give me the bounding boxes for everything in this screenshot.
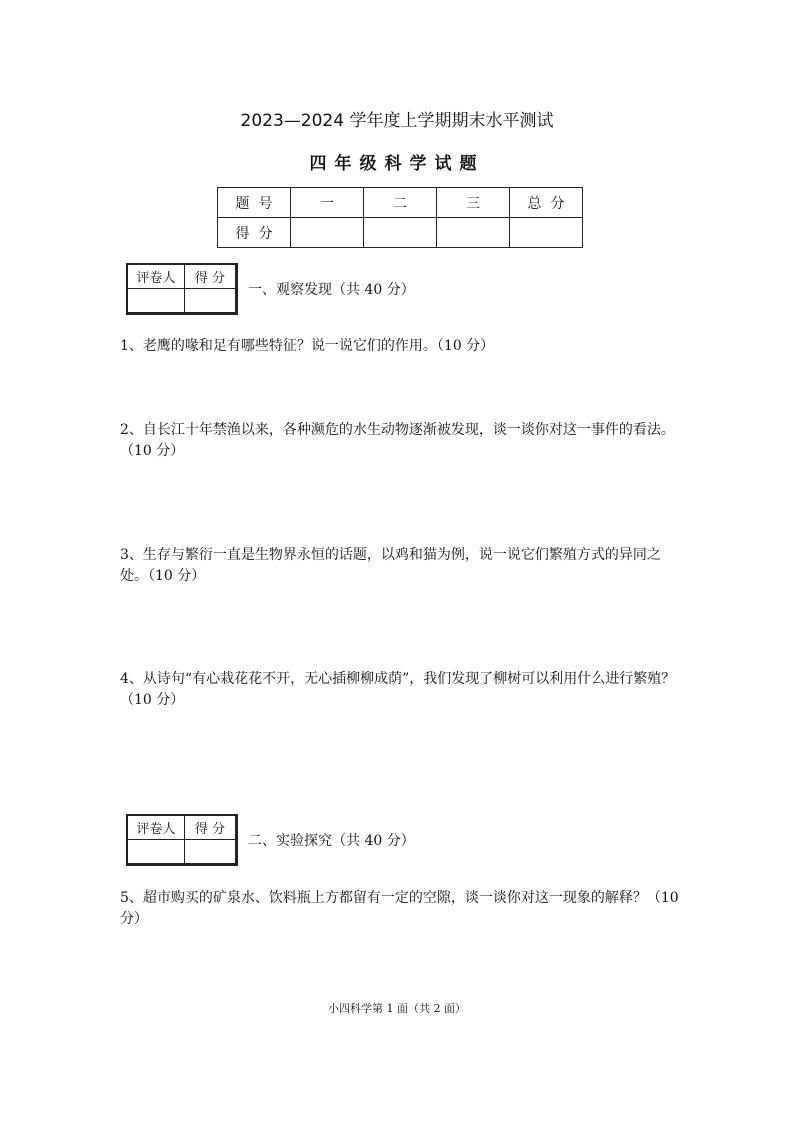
grader-score-label: 得 分 bbox=[185, 265, 236, 289]
grader-table-2 bbox=[127, 815, 236, 864]
page-footer: 小四科学第 1 面（共 2 面） bbox=[328, 1002, 466, 1015]
grader-label: 评卷人 bbox=[128, 816, 185, 840]
score-table-col-total: 总 分 bbox=[510, 188, 583, 218]
score-table-row1-label: 题 号 bbox=[218, 188, 291, 218]
grader-box-2 bbox=[126, 814, 238, 866]
grader-label: 评卷人 bbox=[128, 265, 185, 289]
score-table-score-row bbox=[218, 218, 583, 248]
score-table-col-1: 一 bbox=[291, 188, 364, 218]
grader-score-cell[interactable] bbox=[185, 289, 236, 313]
exam-title: 2023—2024 学年度上学期期末水平测试 bbox=[240, 111, 554, 131]
score-table-col-2: 二 bbox=[364, 188, 437, 218]
grader-score-label: 得 分 bbox=[185, 816, 236, 840]
score-cell[interactable] bbox=[364, 218, 437, 248]
question-5: 5、超市购买的矿泉水、饮料瓶上方都留有一定的空隙，谈一谈你对这一现象的解释？（10 分） bbox=[120, 890, 679, 927]
question-3: 3、生存与繁衍一直是生物界永恒的话题，以鸡和猫为例，说一说它们繁殖方式的异同之处。（10 分） bbox=[120, 547, 661, 584]
score-table-col-3: 三 bbox=[437, 188, 510, 218]
grader-name-cell[interactable] bbox=[128, 289, 185, 313]
score-table bbox=[217, 187, 583, 248]
grader-table-1 bbox=[127, 264, 236, 313]
exam-subtitle: 四年级科学试题 bbox=[309, 154, 485, 174]
score-cell[interactable] bbox=[510, 218, 583, 248]
score-cell[interactable] bbox=[291, 218, 364, 248]
question-2: 2、自长江十年禁渔以来，各种濒危的水生动物逐渐被发现，谈一谈你对这一事件的看法。（10 分） bbox=[120, 422, 675, 459]
score-cell[interactable] bbox=[437, 218, 510, 248]
grader-score-cell[interactable] bbox=[185, 840, 236, 864]
question-1: 1、老鹰的喙和足有哪些特征？说一说它们的作用。（10 分） bbox=[120, 338, 495, 354]
score-table-row2-label: 得 分 bbox=[218, 218, 291, 248]
grader-box-1 bbox=[126, 263, 238, 315]
section-heading-1: 一、观察发现（共 40 分） bbox=[248, 282, 415, 298]
question-4: 4、从诗句“有心栽花花不开，无心插柳柳成荫”，我们发现了柳树可以利用什么进行繁殖？（10 分） bbox=[120, 671, 676, 708]
section-heading-2: 二、实验探究（共 40 分） bbox=[248, 833, 415, 849]
score-table-header-row bbox=[218, 188, 583, 218]
grader-name-cell[interactable] bbox=[128, 840, 185, 864]
